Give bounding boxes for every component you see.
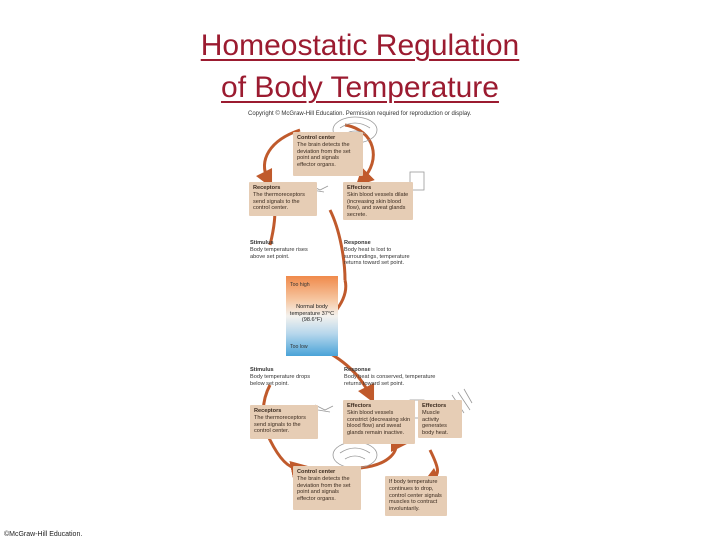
too-high-label: Too high [290,282,310,288]
effectors-box-bottom-muscle [418,400,462,438]
receptors-heading-top: Receptors [253,185,281,191]
effectors-text-top: Skin blood vessels dilate (increasing skin blood flow), and sweat glands secrete. [347,191,409,219]
response-heading-bottom: Response [344,367,371,373]
stimulus-label-bottom [250,367,315,387]
effectors-text-bottom-1: Skin blood vessels constrict (decreasing skin blood flow) and sweat glands remain inactive. [347,409,411,437]
stimulus-label-top [250,240,312,260]
shivering-note-text: If body temperature continues to drop, control center signals muscles to contract involuntarily. [389,479,442,513]
effectors-heading-top: Effectors [347,185,372,191]
response-label-bottom [344,367,442,387]
footer-credit: ©McGraw-Hill Education. [4,531,83,538]
response-text-top: Body heat is lost to surroundings, temperature returns toward set point. [344,246,410,267]
receptors-box-bottom [250,405,318,439]
control-center-box-top [293,132,363,176]
response-heading-top: Response [344,240,371,246]
slide-title-line1: Homeostatic Regulation [200,29,520,62]
control-center-text-top: The brain detects the deviation from the set point and signals effector organs. [297,141,351,169]
too-low-label: Too low [290,344,308,350]
receptors-text-bottom: The thermoreceptors send signals to the control center. [254,414,306,435]
control-center-heading-bottom: Control center [297,469,336,475]
slide-title-line2: of Body Temperature [221,71,499,104]
temperature-gradient-bar [286,276,338,356]
response-text-bottom: Body heat is conserved, temperature returns toward set point. [344,373,436,387]
effectors-text-bottom-2: Muscle activity generates body heat. [422,409,449,437]
normal-temperature-label: Normal body temperature 37°C (98.6°F) [289,304,335,324]
effectors-heading-bottom-2: Effectors [422,403,447,409]
stimulus-text-top: Body temperature rises above set point. [250,246,308,260]
effectors-box-top [343,182,413,220]
effectors-heading-bottom-1: Effectors [347,403,372,409]
control-center-text-bottom: The brain detects the deviation from the set point and signals effector organs. [297,475,351,503]
stimulus-text-bottom: Body temperature drops below set point. [250,373,311,387]
control-center-heading-top: Control center [297,135,336,141]
receptors-text-top: The thermoreceptors send signals to the control center. [253,191,305,212]
shivering-note-box [385,476,447,516]
stimulus-heading-bottom: Stimulus [250,367,274,373]
control-center-box-bottom [293,466,361,510]
effectors-box-bottom-vessels [343,400,415,444]
response-label-top [344,240,422,267]
copyright-notice: Copyright © McGraw-Hill Education. Permission required for reproduction or display. [248,111,472,117]
stimulus-heading-top: Stimulus [250,240,274,246]
receptors-box-top [249,182,317,216]
receptors-heading-bottom: Receptors [254,408,282,414]
